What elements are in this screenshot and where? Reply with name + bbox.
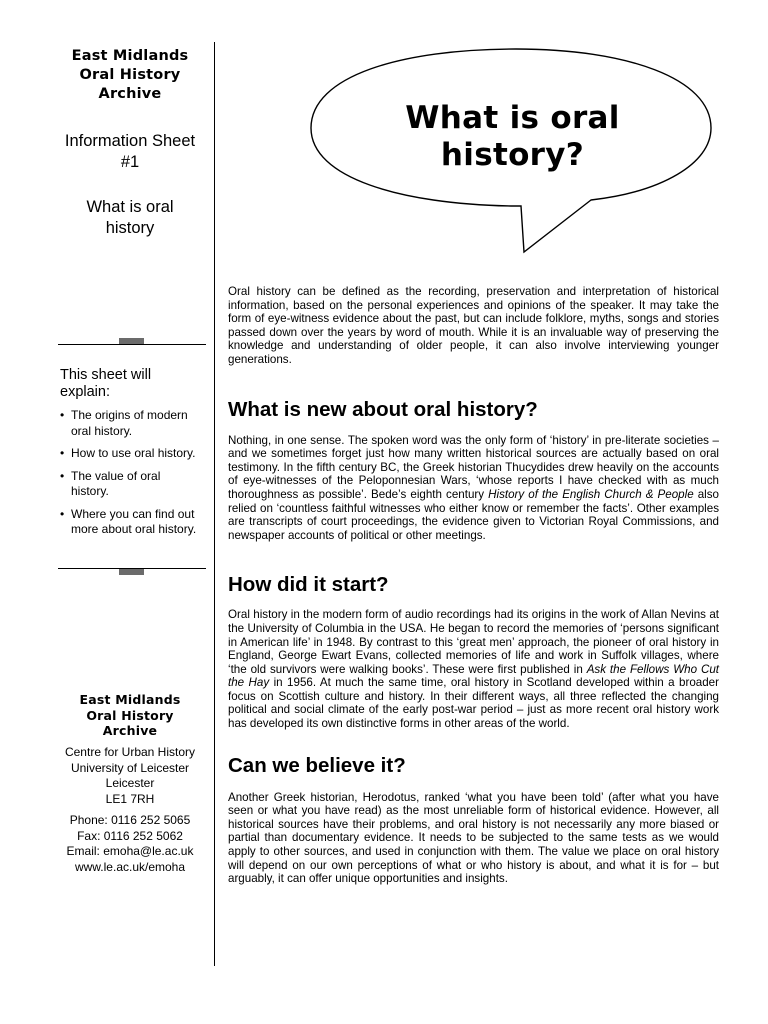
contact-org-line: East Midlands <box>79 692 181 707</box>
fax: Fax: 0116 252 5062 <box>77 828 183 843</box>
section-heading-new: What is new about oral history? <box>228 397 538 421</box>
phone: Phone: 0116 252 5065 <box>69 813 191 827</box>
paragraph-text: Oral history in the modern form of audio recordings had its origins in the work of Allan Nevins at the University of Columbia in the USA. He began to record the memories of ‘persons significant in American life’ in 1948. By contrast to this ‘great men’ approach, the pioneer of oral history in England, George Ewart Evans, collected memories of life and work in Suffolk villages, where ‘the old survivors were walking books’. These were first published in <box>228 608 719 676</box>
sheet-subtitle <box>50 197 210 239</box>
explain-heading-line: This sheet will <box>60 367 152 383</box>
book-title: Ask the Fellows Who Cut the Hay <box>228 662 719 690</box>
paragraph-text: also relied on ‘countless faithful witnesses who either know or remember the facts’. Other examples are transcripts of court proceedings, the evidence given to Victorian Royal Commissions, and newspaper accounts of political or other meetings. <box>228 487 719 542</box>
org-name-line: Oral History <box>79 67 181 83</box>
paragraph-text: in 1956. At much the same time, oral history in Scotland developed within a broader focus on Scottish culture and history. In their different ways, all three reflected the changing political and social climate of the early post-war period – just as more recent oral history work has developed its own distinctive forms in other areas of the world. <box>228 676 719 731</box>
address-line: University of Leicester <box>70 760 190 775</box>
explain-heading <box>60 367 210 401</box>
list-item-text: oral history. <box>71 423 133 438</box>
address-line: LE1 7RH <box>105 791 155 806</box>
website-link[interactable]: www.le.ac.uk/emoha <box>74 859 186 874</box>
org-name <box>50 47 210 104</box>
contact-org-line: Archive <box>102 723 158 738</box>
bullet-icon: • <box>60 506 65 521</box>
address-line: Centre for Urban History <box>64 745 196 759</box>
section-start-paragraph <box>228 608 719 730</box>
sheet-subtitle-line: What is oral <box>86 198 174 216</box>
book-title: History of the English Church & People <box>488 487 694 501</box>
bullet-icon: • <box>60 468 65 483</box>
sheet-number: #1 <box>120 153 140 171</box>
list-item-text: The origins of modern <box>71 408 188 422</box>
org-name-line: East Midlands <box>71 48 189 64</box>
divider-rule <box>58 344 206 345</box>
list-item-text: history. <box>71 484 109 498</box>
list-item-text: more about oral history. <box>71 522 197 536</box>
list-item-text: Where you can find out <box>71 506 195 521</box>
list-item-text: How to use oral history. <box>71 446 196 460</box>
list-item <box>60 469 212 500</box>
section-new-paragraph <box>228 434 719 543</box>
page-title <box>345 100 680 174</box>
intro-paragraph: Oral history can be defined as the recording, preservation and interpretation of historical information, based on the personal experiences and opinions of the speaker. It may take the form of eye-witness evidence about the past, but can include folklore, myths, songs and stories passed down over the years by word of mouth. While it is an invaluable way of preserving the knowledge and understanding of older people, it can also involve interviewing younger generations. <box>228 285 719 366</box>
bullet-icon: • <box>60 446 65 460</box>
page-title-line: history? <box>440 137 585 173</box>
email-link[interactable]: Email: emoha@le.ac.uk <box>66 844 194 858</box>
bullet-icon: • <box>60 408 65 422</box>
contact-details <box>50 745 210 875</box>
explain-heading-line: explain: <box>60 384 110 400</box>
sheet-title-line: Information Sheet <box>64 132 196 150</box>
section-heading-believe: Can we believe it? <box>228 753 406 777</box>
page-title-line: What is oral <box>405 100 620 136</box>
main-content <box>228 285 719 886</box>
sheet-subtitle-line: history <box>105 219 155 237</box>
explain-list <box>60 408 212 545</box>
paragraph-text: Nothing, in one sense. The spoken word was the only form of ‘history’ in pre-literate societies – and we sometimes forget just how many written historical sources are actually based on oral testimony. In the fifth century BC, the Greek historian Thucydides drew heavily on the accounts of eye-witnesses of the Peloponnesian Wars, ‘whose reports I have checked with as much thoroughness as possible’. Bede’s eighth century <box>228 433 719 501</box>
contact-org-name <box>50 692 210 739</box>
list-item <box>60 408 212 439</box>
sheet-title <box>50 131 210 173</box>
section-believe-paragraph: Another Greek historian, Herodotus, ranked ‘what you have been told’ (after what you have seen or what you have read) as the most unreliable form of historical evidence. However, all historical sources have their problems, and oral history is not necessarily any more biased or partial than documentary evidence. It needs to be subjected to the same tests as we would apply to other sources, and used in conjunction with them. The value we place on oral history will depend on our own perceptions of what or who history is about, and what it is for – but arguably, it can offer unique opportunities and insights. <box>228 790 719 886</box>
divider-marker <box>119 569 144 575</box>
list-item <box>60 446 212 462</box>
list-item <box>60 507 212 538</box>
sidebar <box>0 0 214 1024</box>
address-line: Leicester <box>105 776 155 790</box>
column-divider <box>214 42 215 966</box>
list-item-text: The value of oral <box>71 468 161 483</box>
contact-org-line: Oral History <box>86 707 174 723</box>
org-name-line: Archive <box>98 86 162 102</box>
section-heading-start: How did it start? <box>228 573 389 597</box>
